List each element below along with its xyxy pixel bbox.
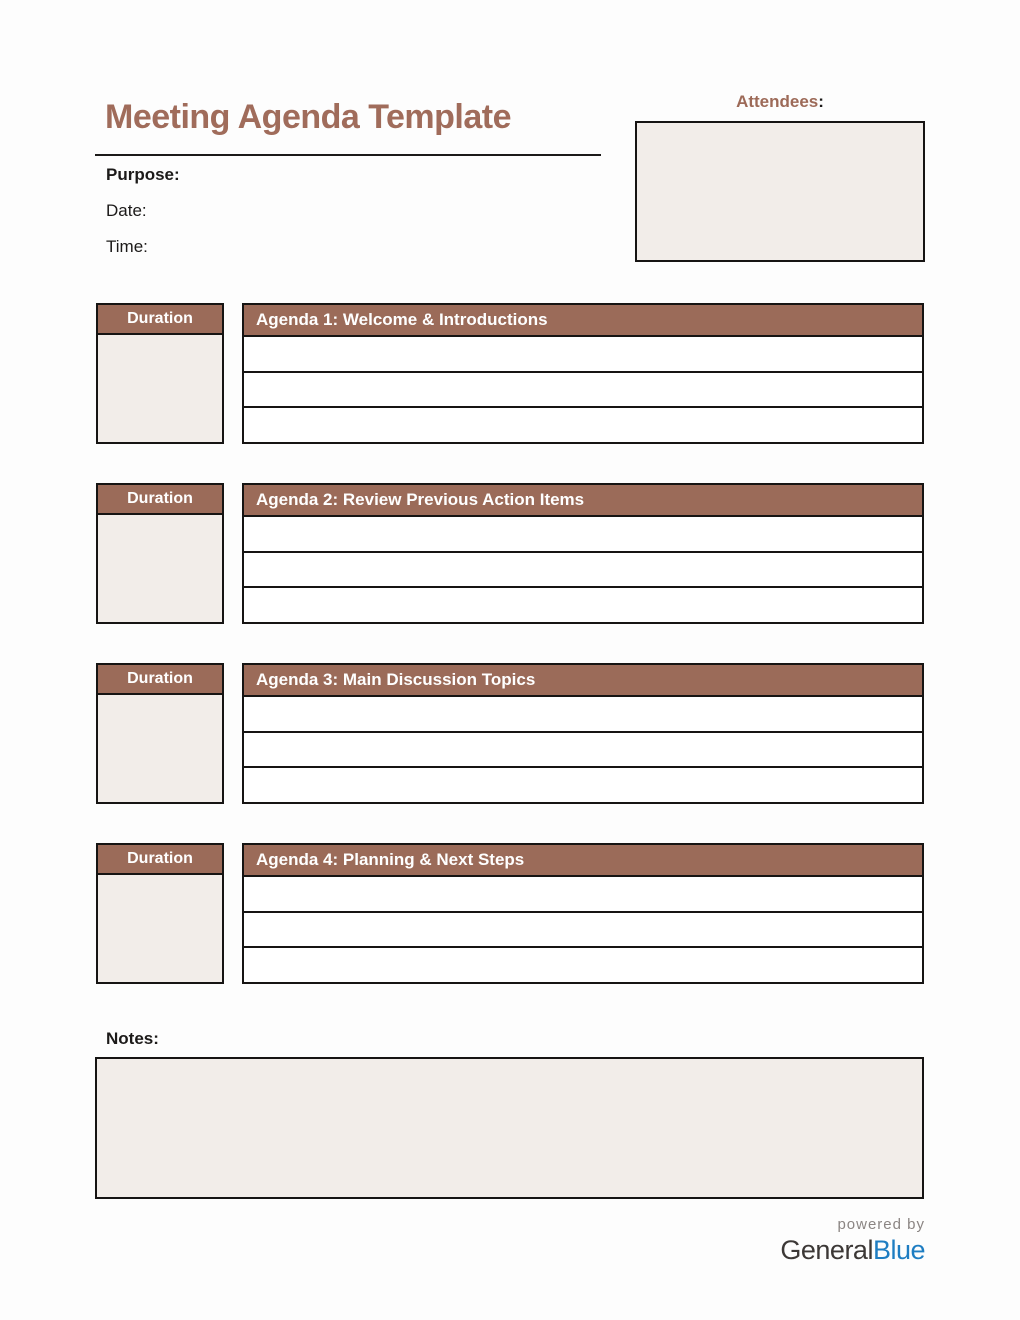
agenda-item-row[interactable] — [244, 586, 922, 622]
agenda-item-row[interactable] — [244, 731, 922, 767]
agenda-item-row[interactable] — [244, 406, 922, 442]
generalblue-logo[interactable] — [780, 1235, 925, 1265]
attendees-label-text: Attendees — [736, 92, 819, 111]
date-label: Date: — [106, 201, 147, 220]
agenda-item-row[interactable] — [244, 766, 922, 802]
purpose-label: Purpose: — [106, 165, 180, 184]
brand-general-text: General — [780, 1235, 873, 1265]
attendees-input-box[interactable] — [635, 121, 925, 262]
agenda-table — [242, 843, 924, 984]
duration-column — [96, 663, 224, 804]
agenda-table — [242, 303, 924, 444]
agenda-item-row[interactable] — [244, 875, 922, 911]
agenda-item-row[interactable] — [244, 551, 922, 587]
agenda-section-2 — [0, 483, 1020, 624]
agenda-item-row[interactable] — [244, 515, 922, 551]
duration-column — [96, 843, 224, 984]
duration-column — [96, 483, 224, 624]
duration-input-box[interactable] — [96, 335, 224, 444]
agenda-title-header: Agenda 1: Welcome & Introductions — [244, 305, 922, 335]
agenda-item-row[interactable] — [244, 911, 922, 947]
agenda-title-header: Agenda 3: Main Discussion Topics — [244, 665, 922, 695]
agenda-title-header: Agenda 4: Planning & Next Steps — [244, 845, 922, 875]
powered-by-text: powered by — [837, 1216, 925, 1233]
time-label: Time: — [106, 237, 148, 256]
agenda-title-header: Agenda 2: Review Previous Action Items — [244, 485, 922, 515]
agenda-table — [242, 663, 924, 804]
attendees-label — [635, 92, 925, 112]
duration-input-box[interactable] — [96, 695, 224, 804]
agenda-section-4 — [0, 843, 1020, 984]
agenda-item-row[interactable] — [244, 695, 922, 731]
agenda-section-3 — [0, 663, 1020, 804]
brand-blue-text: Blue — [872, 1235, 925, 1265]
notes-input-box[interactable] — [95, 1057, 924, 1199]
duration-input-box[interactable] — [96, 515, 224, 624]
duration-input-box[interactable] — [96, 875, 224, 984]
agenda-table — [242, 483, 924, 624]
page-title: Meeting Agenda Template — [105, 98, 511, 136]
notes-label: Notes: — [106, 1029, 159, 1048]
agenda-item-row[interactable] — [244, 946, 922, 982]
duration-header: Duration — [96, 483, 224, 515]
duration-column — [96, 303, 224, 444]
agenda-section-1 — [0, 303, 1020, 444]
duration-header: Duration — [96, 663, 224, 695]
attendees-label-colon: : — [818, 92, 824, 111]
duration-header: Duration — [96, 843, 224, 875]
agenda-item-row[interactable] — [244, 371, 922, 407]
footer — [780, 1216, 925, 1266]
agenda-item-row[interactable] — [244, 335, 922, 371]
title-divider — [95, 154, 601, 156]
duration-header: Duration — [96, 303, 224, 335]
